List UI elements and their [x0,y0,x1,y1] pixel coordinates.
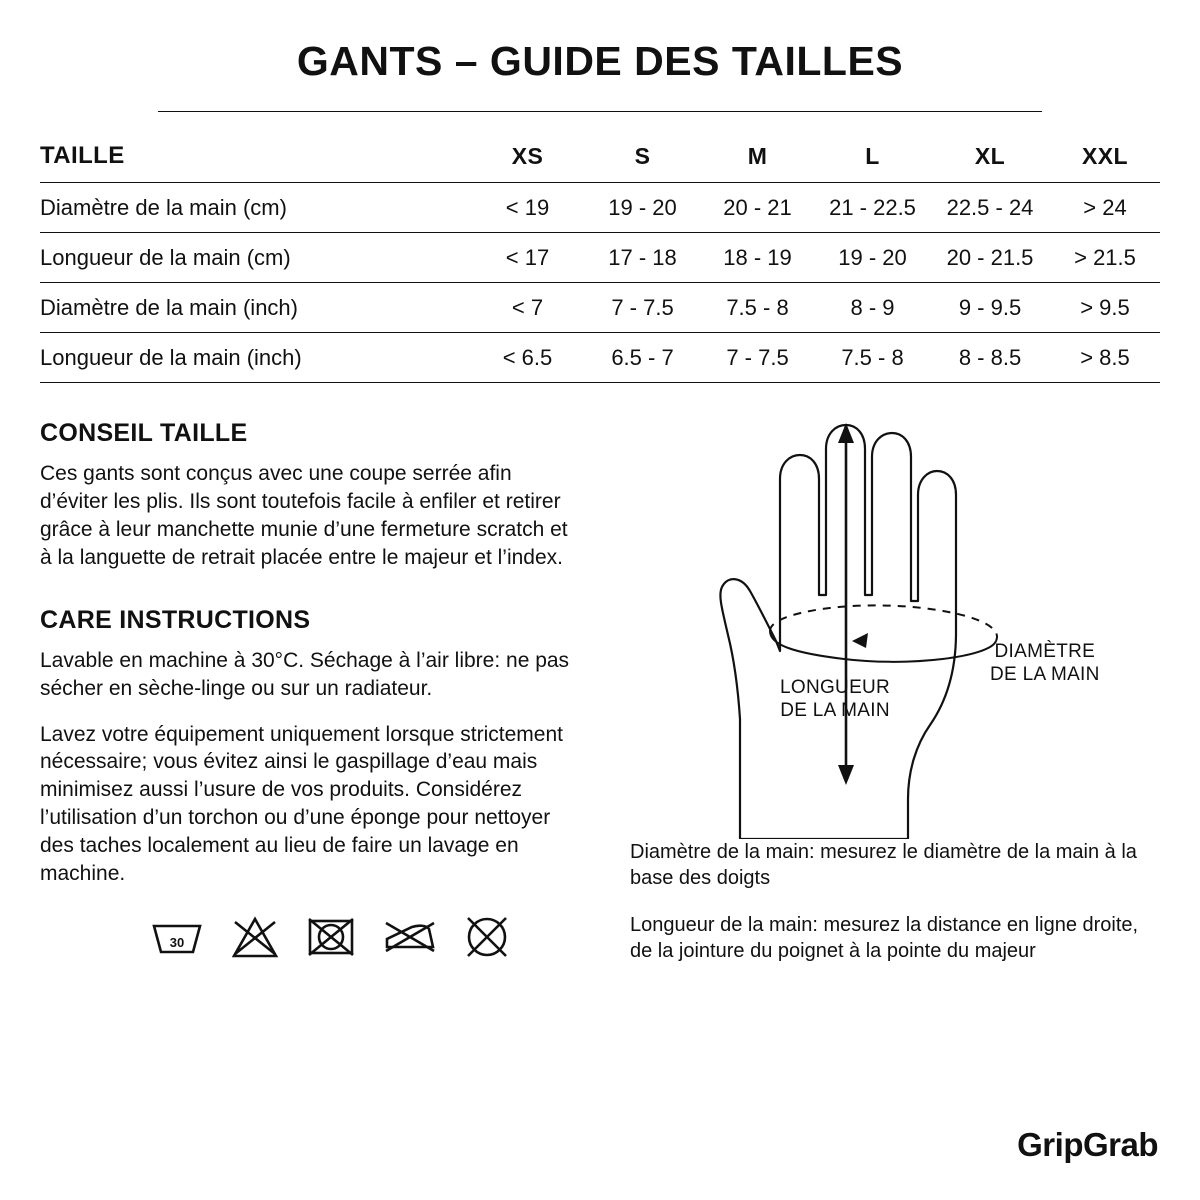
length-label [780,677,890,723]
column-header-taille: TAILLE [40,142,125,169]
cell: 19 - 20 [585,183,700,233]
cell: 17 - 18 [585,233,700,283]
title-divider [158,111,1042,112]
column-header-s: S [634,142,651,169]
table-row [40,333,1160,383]
column-header-l: L [865,142,880,169]
advice-text: Ces gants sont conçus avec une coupe serrée afin d’éviter les plis. Ils sont toutefois facile à enfiler et retirer grâce à leur manchette munie d’une fermeture scratch et à la languette de retrait placée entre le majeur et l’index. [40,462,568,569]
diameter-label [990,641,1100,687]
row-label: Diamètre de la main (cm) [40,183,470,233]
column-header-m: M [747,142,768,169]
size-table-body [40,183,1160,383]
length-label-line1: LONGUEUR [780,677,891,698]
cell: < 7 [470,283,585,333]
cell: 18 - 19 [700,233,815,283]
row-label: Longueur de la main (cm) [40,233,470,283]
column-header-xxl: XXL [1082,142,1128,169]
care-paragraph-2: Lavez votre équipement uniquement lorsque strictement nécessaire; vous évitez ainsi le gaspillage d’eau mais minimisez aussi l’usure de vos produits. Considérez l’utilisation d’un torchon ou d’une éponge pour nettoyer des taches localement au lieu de faire un lavage en machine. [40,722,563,886]
care-symbols [150,914,580,960]
diameter-label-line2: DE LA MAIN [990,663,1100,685]
left-column [40,419,600,985]
do-not-iron-icon [382,915,438,959]
page-title: GANTS – GUIDE DES TAILLES [296,38,904,84]
size-table [40,142,1160,383]
column-header-xl: XL [974,142,1006,169]
cell: 22.5 - 24 [930,183,1050,233]
do-not-tumble-dry-icon [306,914,356,960]
cell: 6.5 - 7 [585,333,700,383]
brand-logo: GripGrab [1017,1126,1158,1163]
machine-wash-30-icon [150,916,204,958]
spacer [40,590,580,606]
cell: 20 - 21.5 [930,233,1050,283]
cell: < 6.5 [470,333,585,383]
cell: > 8.5 [1050,333,1160,383]
cell: 7.5 - 8 [815,333,930,383]
cell: 7.5 - 8 [700,283,815,333]
lower-content [40,419,1160,985]
table-row [40,283,1160,333]
cell: 8 - 8.5 [930,333,1050,383]
column-header-xs: XS [511,142,544,169]
advice-heading: CONSEIL TAILLE [40,419,248,447]
cell: > 9.5 [1050,283,1160,333]
size-table-head [40,142,1160,183]
diameter-label-line1: DIAMÈTRE [994,641,1096,662]
size-table-header-row [40,142,1160,183]
cell: < 19 [470,183,585,233]
size-table-wrapper [40,142,1160,383]
note-diameter: Diamètre de la main: mesurez le diamètre de la main à la base des doigts [630,841,1137,890]
care-heading: CARE INSTRUCTIONS [40,605,311,634]
cell: < 17 [470,233,585,283]
cell: 8 - 9 [815,283,930,333]
note-length: Longueur de la main: mesurez la distance en ligne droite, de la jointure du poignet à la pointe du majeur [630,913,1139,963]
care-paragraph-1: Lavable en machine à 30°C. Séchage à l’air libre: ne pas sécher en sèche-linge ou sur un radiateur. [40,648,570,700]
table-row [40,233,1160,283]
cell: 7 - 7.5 [700,333,815,383]
length-label-line2: DE LA MAIN [780,699,890,721]
row-label: Diamètre de la main (inch) [40,283,470,333]
cell: 7 - 7.5 [585,283,700,333]
cell: 9 - 9.5 [930,283,1050,333]
cell: > 21.5 [1050,233,1160,283]
cell: 19 - 20 [815,233,930,283]
cell: 20 - 21 [700,183,815,233]
right-column [600,419,1140,985]
table-row [40,183,1160,233]
do-not-bleach-icon [230,914,280,960]
hand-diagram [630,419,1150,839]
svg-text:30: 30 [169,935,185,951]
hand-illustration-svg [630,419,1150,839]
cell: 21 - 22.5 [815,183,930,233]
row-label: Longueur de la main (inch) [40,333,470,383]
do-not-dry-clean-icon [464,914,510,960]
cell: > 24 [1050,183,1160,233]
